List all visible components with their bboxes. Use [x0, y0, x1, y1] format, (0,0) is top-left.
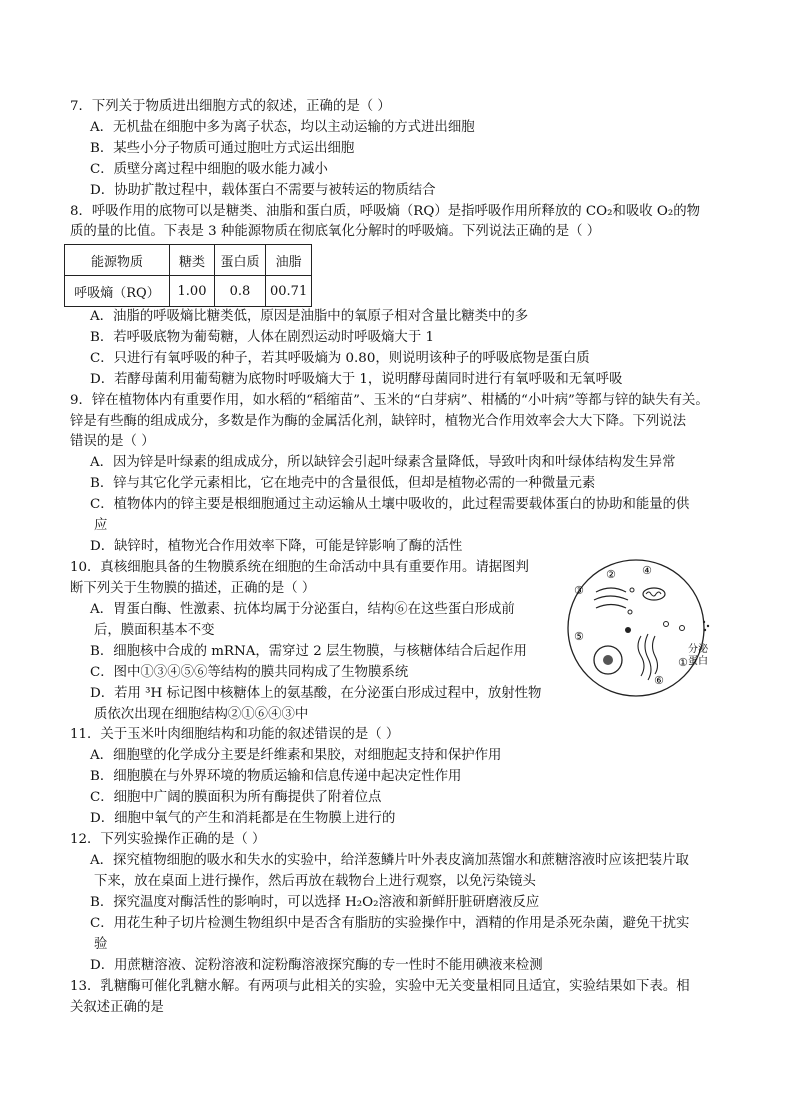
q10-option-c: C．图中①③④⑤⑥等结构的膜共同构成了生物膜系统 [90, 665, 409, 680]
q9-stem-line2: 锌是有些酶的组成成分，多数是作为酶的金属活化剂，缺锌时，植物光合作用效率会大大下降。下列说法 [70, 414, 686, 429]
table-header-row [65, 245, 312, 276]
table-row [65, 276, 312, 307]
q7-stem: 7．下列关于物质进出细胞方式的叙述，正确的是（ ） [70, 99, 391, 114]
q7-option-a: A．无机盐在细胞中多为离子状态，均以主动运输的方式进出细胞 [90, 120, 475, 135]
q12-option-b: B．探究温度对酶活性的影响时，可以选择 H₂O₂溶液和新鲜肝脏研磨液反应 [90, 895, 540, 910]
q8-option-d: D．若酵母菌利用葡萄糖为底物时呼吸熵大于 1，说明酵母菌同时进行有氧呼吸和无氧呼吸 [90, 372, 623, 387]
label-1: ① [678, 656, 688, 669]
cell-diagram [566, 556, 716, 706]
q11-option-c: C．细胞中广阔的膜面积为所有酶提供了附着位点 [90, 790, 382, 805]
label-secreted-1: 分泌 [688, 644, 708, 655]
q10-option-b: B．细胞核中合成的 mRNA，需穿过 2 层生物膜，与核糖体结合后起作用 [90, 644, 527, 659]
q9-option-d: D．缺锌时，植物光合作用效率下降，可能是锌影响了酶的活性 [90, 539, 463, 554]
table-cell: 1.00 [170, 276, 215, 307]
q9-stem-line1: 9．锌在植物体内有重要作用，如水稻的“稻缩苗”、玉米的“白芽病”、柑橘的“小叶病”等都与锌的缺失有关。 [70, 393, 709, 408]
table-cell: 呼吸熵（RQ） [65, 276, 170, 307]
q11-option-d: D．细胞中氧气的产生和消耗都是在生物膜上进行的 [90, 811, 396, 826]
q9-option-c: C．植物体内的锌主要是根细胞通过主动运输从土壤中吸收的，此过程需要载体蛋白的协助和能量的供 [90, 497, 690, 512]
q9-option-c-cont: 应 [94, 518, 108, 533]
q11-option-b: B．细胞膜在与外界环境的物质运输和信息传递中起决定性作用 [90, 769, 462, 784]
q8-stem-line1: 8．呼吸作用的底物可以是糖类、油脂和蛋白质，呼吸熵（RQ）是指呼吸作用所释放的 CO₂和吸收 O₂的物 [70, 204, 701, 219]
q11-stem: 11．关于玉米叶肉细胞结构和功能的叙述错误的是（ ） [70, 727, 400, 742]
label-3: ③ [574, 584, 584, 597]
table-cell: 00.71 [266, 276, 312, 307]
q10-option-a-cont: 后，膜面积基本不变 [94, 623, 215, 638]
table-header-cell: 糖类 [170, 245, 215, 276]
label-5: ⑤ [574, 630, 584, 643]
q8-option-c: C．只进行有氧呼吸的种子，若其呼吸熵为 0.80，则说明该种子的呼吸底物是蛋白质 [90, 351, 590, 366]
q10-stem-line2: 断下列关于生物膜的描述，正确的是（ ） [70, 581, 316, 596]
q12-option-c-cont: 验 [94, 937, 108, 952]
q12-option-a-cont: 下来，放在桌面上进行操作，然后再放在载物台上进行观察，以免污染镜头 [94, 874, 536, 889]
label-2: ② [606, 568, 616, 581]
q7-option-d: D．协助扩散过程中，载体蛋白不需要与被转运的物质结合 [90, 183, 436, 198]
q12-option-a: A．探究植物细胞的吸水和失水的实验中，给洋葱鳞片叶外表皮滴加蒸馏水和蔗糖溶液时应该把装片取 [90, 853, 689, 868]
table-header-cell: 油脂 [266, 245, 312, 276]
q10-option-a: A．胃蛋白酶、性激素、抗体均属于分泌蛋白，结构⑥在这些蛋白形成前 [90, 602, 515, 617]
q13-stem-line2: 关叙述正确的是 [70, 1000, 164, 1015]
q13-stem-line1: 13．乳糖酶可催化乳糖水解。有两项与此相关的实验，实验中无关变量相同且适宜，实验结果如下表。相 [70, 979, 690, 994]
table-header-cell: 能源物质 [65, 245, 170, 276]
q9-option-a: A．因为锌是叶绿素的组成成分，所以缺锌会引起叶绿素含量降低，导致叶肉和叶绿体结构发生异常 [90, 455, 676, 470]
q9-stem-line3: 错误的是（ ） [70, 434, 155, 449]
q12-option-d: D．用蔗糖溶液、淀粉溶液和淀粉酶溶液探究酶的专一性时不能用碘液来检测 [90, 958, 543, 973]
q11-option-a: A．细胞壁的化学成分主要是纤维素和果胶，对细胞起支持和保护作用 [90, 748, 502, 763]
label-6: ⑥ [654, 674, 664, 687]
q10-option-d: D．若用 ³H 标记图中核糖体上的氨基酸，在分泌蛋白形成过程中，放射性物 [90, 686, 542, 701]
table-header-cell: 蛋白质 [215, 245, 266, 276]
label-secreted-2: 蛋白 [688, 656, 708, 667]
q12-option-c: C．用花生种子切片检测生物组织中是否含有脂肪的实验操作中，酒精的作用是杀死杂菌，避免干扰实 [90, 916, 690, 931]
table-cell: 0.8 [215, 276, 266, 307]
q9-option-b: B．锌与其它化学元素相比，它在地壳中的含量很低，但却是植物必需的一种微量元素 [90, 476, 596, 491]
q8-option-b: B．若呼吸底物为葡萄糖，人体在剧烈运动时呼吸熵大于 1 [90, 330, 434, 345]
q7-option-b: B．某些小分子物质可通过胞吐方式运出细胞 [90, 141, 355, 156]
q7-option-c: C．质壁分离过程中细胞的吸水能力减小 [90, 162, 328, 177]
label-4: ④ [642, 564, 652, 577]
q10-stem-line1: 10．真核细胞具备的生物膜系统在细胞的生命活动中具有重要作用。请据图判 [70, 560, 529, 575]
q12-stem: 12．下列实验操作正确的是（ ） [70, 832, 266, 847]
q10-option-d-cont: 质依次出现在细胞结构②①⑥④③中 [94, 707, 309, 722]
q8-stem-line2: 质的量的比值。下表是 3 种能源物质在彻底氧化分解时的呼吸熵。下列说法正确的是（ ） [70, 224, 601, 239]
respiratory-quotient-table [64, 244, 312, 307]
q8-option-a: A．油脂的呼吸熵比糖类低，原因是油脂中的氧原子相对含量比糖类中的多 [90, 309, 529, 324]
